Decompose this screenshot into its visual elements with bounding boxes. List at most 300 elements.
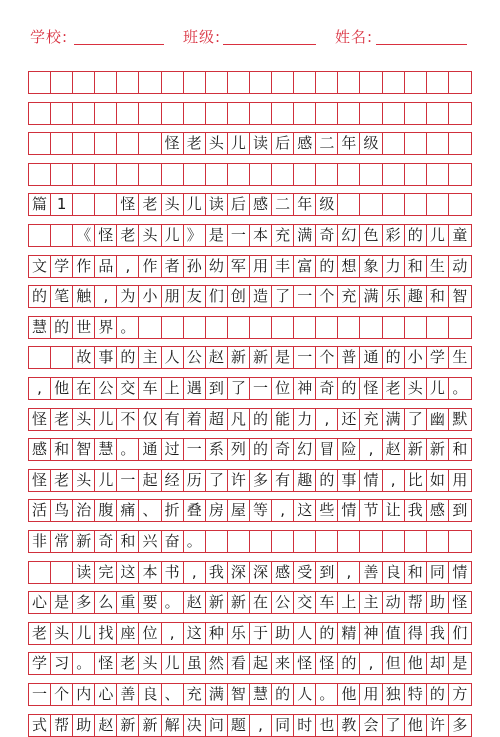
grid-cell: [162, 317, 184, 338]
grid-cell: [117, 103, 139, 124]
grid-cell: 。: [184, 531, 206, 552]
grid-cell: 慧: [250, 684, 272, 705]
grid-cell: 赵: [383, 439, 405, 460]
grid-cell: 想: [338, 256, 360, 277]
grid-cell: 内: [73, 684, 95, 705]
grid-cell: 许: [427, 715, 449, 736]
class-field[interactable]: [223, 44, 316, 45]
grid-cell: 。: [117, 317, 139, 338]
grid-cell: [184, 72, 206, 93]
grid-cell: ,: [184, 562, 206, 583]
grid-cell: [294, 72, 316, 93]
grid-cell: 比: [405, 470, 427, 491]
grid-cell: 象: [361, 256, 383, 277]
grid-cell: [206, 317, 228, 338]
grid-cell: 充: [272, 225, 294, 246]
grid-cell: [206, 103, 228, 124]
grid-cell: 怪: [95, 653, 117, 674]
grid-cell: 兴: [140, 531, 162, 552]
grid-cell: 节: [361, 500, 383, 521]
grid-cell: [250, 531, 272, 552]
grid-cell: 痛: [117, 500, 139, 521]
grid-cell: 经: [162, 470, 184, 491]
grid-cell: 找: [95, 623, 117, 644]
grid-cell: 《: [73, 225, 95, 246]
grid-cell: 却: [427, 653, 449, 674]
grid-cell: 老: [51, 409, 73, 430]
grid-cell: 怪: [361, 378, 383, 399]
grid-row: [28, 346, 472, 369]
grid-cell: 了: [228, 378, 250, 399]
grid-cell: 学: [51, 256, 73, 277]
grid-cell: 治: [73, 500, 95, 521]
grid-cell: [427, 72, 449, 93]
grid-cell: [95, 164, 117, 185]
grid-cell: 们: [452, 624, 468, 642]
grid-cell: 力: [383, 256, 405, 277]
grid-cell: 于: [250, 623, 272, 644]
grid-cell: [449, 531, 471, 552]
grid-cell: 新: [140, 715, 162, 736]
grid-cell: 儿: [228, 133, 250, 154]
grid-cell: 列: [228, 439, 250, 460]
grid-cell: 感: [294, 133, 316, 154]
grid-cell: 感: [272, 562, 294, 583]
grid-cell: 幻: [338, 225, 360, 246]
grid-cell: 和: [51, 439, 73, 460]
grid-cell: 用: [452, 471, 468, 489]
grid-cell: 的: [316, 623, 338, 644]
grid-row: [28, 316, 472, 339]
grid-cell: 读: [206, 194, 228, 215]
grid-cell: 一: [29, 684, 51, 705]
grid-cell: 老: [29, 623, 51, 644]
grid-cell: [427, 531, 449, 552]
worksheet-header: [0, 0, 500, 70]
grid-row: [28, 591, 472, 614]
grid-cell: 赵: [95, 715, 117, 736]
grid-cell: 一: [184, 439, 206, 460]
grid-cell: 题: [228, 715, 250, 736]
grid-cell: [29, 562, 51, 583]
grid-row: [28, 622, 472, 645]
grid-cell: [29, 72, 51, 93]
grid-cell: [140, 317, 162, 338]
grid-cell: 如: [427, 470, 449, 491]
grid-cell: 个: [316, 347, 338, 368]
grid-cell: 主: [361, 592, 383, 613]
grid-cell: 善: [361, 562, 383, 583]
grid-cell: 仅: [140, 409, 162, 430]
grid-row: [28, 499, 472, 522]
grid-cell: [405, 164, 427, 185]
grid-cell: [383, 194, 405, 215]
grid-cell: 老: [140, 194, 162, 215]
grid-cell: 种: [206, 623, 228, 644]
grid-cell: 感: [250, 194, 272, 215]
grid-cell: 习: [51, 653, 73, 674]
grid-cell: 们: [206, 286, 228, 307]
grid-cell: 这: [117, 562, 139, 583]
grid-row: [28, 285, 472, 308]
grid-cell: 书: [162, 562, 184, 583]
grid-cell: [162, 164, 184, 185]
grid-cell: 深: [250, 562, 272, 583]
grid-cell: 读: [73, 562, 95, 583]
grid-row: [28, 132, 472, 155]
grid-row: [28, 377, 472, 400]
grid-cell: 世: [73, 317, 95, 338]
grid-cell: 交: [117, 378, 139, 399]
grid-cell: [95, 194, 117, 215]
grid-cell: 人: [294, 623, 316, 644]
grid-cell: 的: [316, 256, 338, 277]
grid-cell: 心: [95, 684, 117, 705]
grid-cell: 幼: [206, 256, 228, 277]
grid-cell: 到: [452, 501, 468, 519]
grid-cell: 屋: [228, 500, 250, 521]
grid-cell: 儿: [95, 409, 117, 430]
grid-cell: 。: [117, 439, 139, 460]
grid-cell: [383, 103, 405, 124]
grid-cell: 事: [338, 470, 360, 491]
grid-cell: [51, 347, 73, 368]
grid-cell: 满: [383, 409, 405, 430]
grid-cell: 常: [51, 531, 73, 552]
grid-cell: 奇: [316, 225, 338, 246]
grid-cell: [29, 133, 51, 154]
grid-cell: 要: [140, 592, 162, 613]
grid-cell: [184, 317, 206, 338]
grid-cell: 和: [427, 286, 449, 307]
grid-cell: [449, 133, 471, 154]
grid-cell: 和: [405, 562, 427, 583]
grid-cell: 和: [452, 440, 468, 458]
grid-cell: 教: [338, 715, 360, 736]
grid-cell: 怪: [294, 653, 316, 674]
grid-cell: [95, 133, 117, 154]
grid-cell: [140, 72, 162, 93]
grid-cell: 作: [140, 256, 162, 277]
grid-cell: [361, 317, 383, 338]
grid-cell: 生: [427, 256, 449, 277]
grid-cell: 人: [162, 347, 184, 368]
grid-cell: 问: [206, 715, 228, 736]
grid-cell: 新: [206, 592, 228, 613]
grid-cell: 的: [338, 653, 360, 674]
grid-cell: 等: [250, 500, 272, 521]
grid-cell: 新: [73, 531, 95, 552]
grid-cell: 我: [405, 500, 427, 521]
grid-cell: 富: [294, 256, 316, 277]
grid-cell: 儿: [427, 378, 449, 399]
grid-cell: 智: [452, 287, 468, 305]
grid-cell: 、: [162, 684, 184, 705]
grid-cell: 上: [162, 378, 184, 399]
grid-cell: ,: [162, 623, 184, 644]
grid-cell: 充: [338, 286, 360, 307]
grid-cell: ,: [95, 286, 117, 307]
grid-cell: 作: [73, 256, 95, 277]
grid-cell: [117, 164, 139, 185]
grid-cell: 感: [427, 500, 449, 521]
grid-cell: 历: [184, 470, 206, 491]
grid-cell: 色: [361, 225, 383, 246]
grid-cell: [361, 103, 383, 124]
grid-row: [28, 438, 472, 461]
grid-cell: [405, 317, 427, 338]
grid-cell: 到: [316, 562, 338, 583]
grid-cell: 后: [272, 133, 294, 154]
grid-cell: 儿: [427, 225, 449, 246]
grid-cell: 但: [383, 653, 405, 674]
grid-cell: 了: [383, 715, 405, 736]
grid-cell: 学: [427, 347, 449, 368]
grid-cell: 头: [162, 194, 184, 215]
grid-cell: [73, 103, 95, 124]
grid-cell: 位: [272, 378, 294, 399]
grid-cell: 起: [140, 470, 162, 491]
grid-cell: [383, 531, 405, 552]
grid-cell: 是: [206, 225, 228, 246]
grid-cell: [272, 164, 294, 185]
grid-cell: 满: [206, 684, 228, 705]
grid-cell: 品: [95, 256, 117, 277]
grid-cell: 读: [250, 133, 272, 154]
grid-row: [28, 255, 472, 278]
grid-cell: 看: [228, 653, 250, 674]
grid-cell: 重: [117, 592, 139, 613]
grid-cell: 让: [383, 500, 405, 521]
grid-cell: [383, 317, 405, 338]
grid-cell: ,: [383, 470, 405, 491]
grid-row: [28, 408, 472, 431]
grid-cell: 。: [162, 592, 184, 613]
grid-cell: 这: [294, 500, 316, 521]
grid-cell: 系: [206, 439, 228, 460]
school-label: 学校:: [30, 28, 69, 46]
grid-cell: 虽: [184, 653, 206, 674]
grid-cell: 头: [51, 623, 73, 644]
grid-cell: 助: [73, 715, 95, 736]
grid-cell: ,: [338, 562, 360, 583]
grid-cell: ,: [29, 378, 51, 399]
grid-cell: [405, 103, 427, 124]
grid-cell: 了: [206, 470, 228, 491]
grid-cell: [294, 531, 316, 552]
grid-cell: [427, 133, 449, 154]
name-field[interactable]: [376, 44, 467, 45]
grid-cell: 趣: [294, 470, 316, 491]
grid-cell: 级: [361, 133, 383, 154]
grid-cell: 帮: [51, 715, 73, 736]
grid-cell: [338, 531, 360, 552]
grid-cell: 新: [405, 439, 427, 460]
grid-cell: 生: [452, 348, 468, 366]
grid-cell: 多: [250, 470, 272, 491]
grid-cell: 怪: [162, 133, 184, 154]
grid-cell: ,: [117, 256, 139, 277]
grid-cell: [383, 72, 405, 93]
grid-cell: 助: [427, 592, 449, 613]
grid-cell: 用: [250, 256, 272, 277]
grid-cell: [228, 103, 250, 124]
grid-cell: 本: [250, 225, 272, 246]
grid-cell: 奋: [162, 531, 184, 552]
grid-cell: 老: [383, 378, 405, 399]
grid-cell: 主: [140, 347, 162, 368]
grid-cell: 公: [95, 378, 117, 399]
grid-cell: 1: [51, 194, 73, 215]
grid-cell: 丰: [272, 256, 294, 277]
grid-cell: ,: [250, 715, 272, 736]
grid-cell: 充: [361, 409, 383, 430]
grid-cell: 怪: [29, 409, 51, 430]
grid-cell: 小: [405, 347, 427, 368]
grid-row: [28, 102, 472, 125]
grid-cell: [140, 103, 162, 124]
grid-cell: [405, 72, 427, 93]
grid-row: [28, 652, 472, 675]
grid-cell: 。: [316, 684, 338, 705]
grid-cell: [228, 531, 250, 552]
grid-cell: [427, 194, 449, 215]
grid-cell: 幻: [294, 439, 316, 460]
grid-cell: 小: [140, 286, 162, 307]
grid-cell: [29, 103, 51, 124]
grid-cell: [206, 72, 228, 93]
grid-cell: 能: [272, 409, 294, 430]
grid-cell: 座: [117, 623, 139, 644]
grid-cell: [294, 164, 316, 185]
grid-cell: 童: [452, 226, 468, 244]
grid-cell: 创: [228, 286, 250, 307]
grid-cell: 时: [294, 715, 316, 736]
grid-cell: 头: [140, 225, 162, 246]
grid-cell: 是: [51, 592, 73, 613]
grid-cell: [449, 72, 471, 93]
grid-cell: [51, 103, 73, 124]
grid-cell: 。: [73, 653, 95, 674]
grid-cell: 头: [206, 133, 228, 154]
grid-cell: 着: [184, 409, 206, 430]
grid-cell: [449, 103, 471, 124]
grid-cell: [206, 164, 228, 185]
name-label: 姓名:: [335, 28, 374, 46]
grid-cell: 儿: [162, 653, 184, 674]
grid-cell: 的: [250, 439, 272, 460]
grid-cell: 了: [405, 409, 427, 430]
grid-cell: 神: [361, 623, 383, 644]
grid-cell: 值: [383, 623, 405, 644]
grid-cell: 多: [73, 592, 95, 613]
grid-cell: 乐: [383, 286, 405, 307]
grid-cell: 儿: [184, 194, 206, 215]
grid-cell: [449, 194, 471, 215]
grid-cell: [361, 194, 383, 215]
grid-cell: [272, 317, 294, 338]
grid-cell: 的: [272, 684, 294, 705]
grid-cell: [228, 164, 250, 185]
grid-cell: 我: [206, 562, 228, 583]
grid-cell: 一: [250, 378, 272, 399]
grid-cell: 新: [117, 715, 139, 736]
grid-cell: 的: [316, 470, 338, 491]
grid-cell: 善: [117, 684, 139, 705]
grid-cell: [405, 531, 427, 552]
grid-cell: [449, 164, 471, 185]
grid-cell: 冒: [316, 439, 338, 460]
grid-cell: [228, 317, 250, 338]
grid-cell: 朋: [162, 286, 184, 307]
grid-cell: [206, 531, 228, 552]
grid-cell: 动: [383, 592, 405, 613]
grid-cell: 》: [184, 225, 206, 246]
grid-cell: ,: [316, 409, 338, 430]
grid-cell: 他: [405, 653, 427, 674]
grid-cell: 在: [73, 378, 95, 399]
grid-cell: 头: [73, 409, 95, 430]
grid-cell: 二: [316, 133, 338, 154]
grid-cell: 情: [338, 500, 360, 521]
grid-cell: 奇: [272, 439, 294, 460]
grid-cell: 新: [228, 592, 250, 613]
grid-cell: 个: [51, 684, 73, 705]
grid-cell: [427, 103, 449, 124]
grid-cell: 和: [405, 256, 427, 277]
grid-cell: [272, 72, 294, 93]
grid-cell: [73, 194, 95, 215]
grid-cell: 上: [338, 592, 360, 613]
grid-cell: 决: [184, 715, 206, 736]
grid-cell: [73, 133, 95, 154]
grid-cell: 我: [427, 623, 449, 644]
grid-cell: 叠: [184, 500, 206, 521]
grid-cell: 军: [228, 256, 250, 277]
grid-cell: [228, 72, 250, 93]
grid-cell: 幽: [427, 409, 449, 430]
grid-cell: 方: [452, 685, 468, 703]
grid-cell: 多: [452, 716, 468, 734]
grid-cell: [361, 531, 383, 552]
grid-cell: 赵: [184, 592, 206, 613]
grid-cell: 人: [294, 684, 316, 705]
grid-cell: 非: [29, 531, 51, 552]
grid-cell: 特: [405, 684, 427, 705]
school-field[interactable]: [74, 44, 164, 45]
grid-cell: 老: [117, 225, 139, 246]
grid-cell: 彩: [383, 225, 405, 246]
grid-cell: 一: [228, 225, 250, 246]
grid-cell: 为: [117, 286, 139, 307]
grid-row: [28, 163, 472, 186]
grid-cell: 的: [427, 684, 449, 705]
grid-cell: 受: [294, 562, 316, 583]
grid-cell: 一: [294, 286, 316, 307]
grid-cell: [361, 164, 383, 185]
grid-cell: [29, 164, 51, 185]
grid-cell: 还: [338, 409, 360, 430]
grid-row: [28, 561, 472, 584]
grid-cell: 良: [140, 684, 162, 705]
grid-cell: [405, 133, 427, 154]
grid-cell: [250, 164, 272, 185]
grid-cell: 在: [250, 592, 272, 613]
grid-cell: 帮: [405, 592, 427, 613]
grid-cell: 同: [272, 715, 294, 736]
grid-cell: ,: [361, 439, 383, 460]
grid-cell: 一: [117, 470, 139, 491]
